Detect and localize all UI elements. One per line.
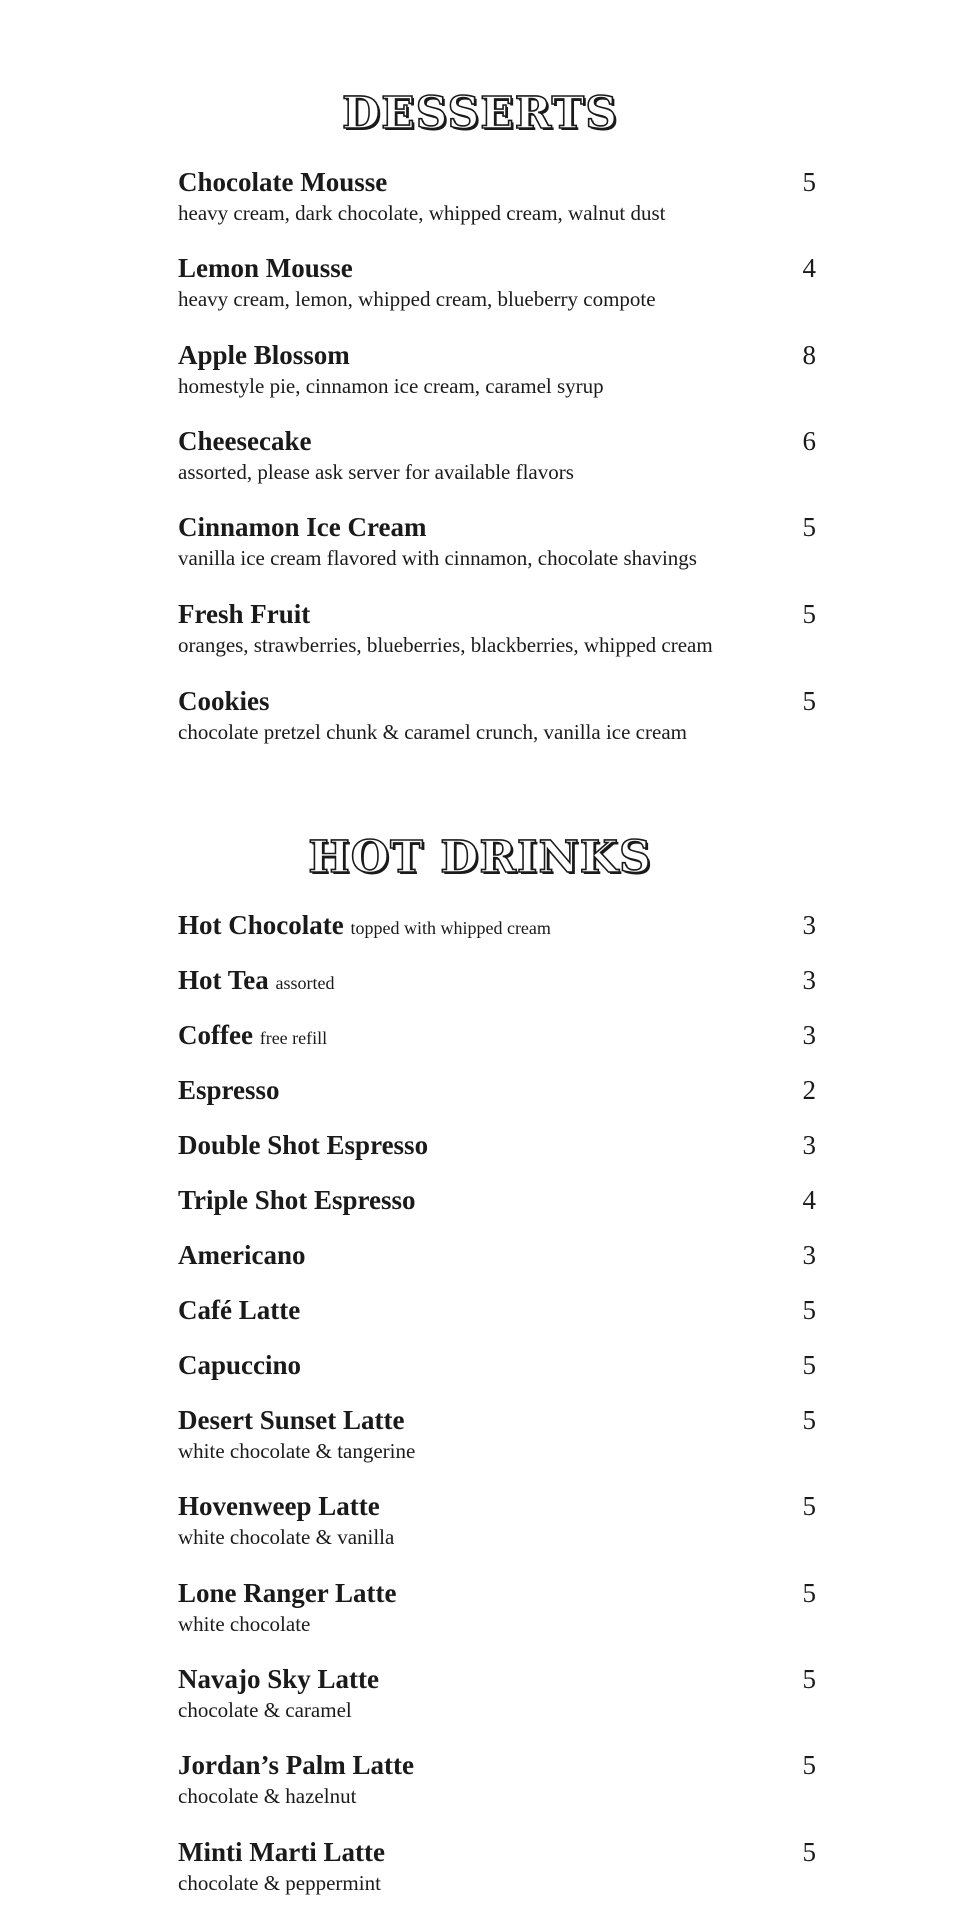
item-price: 3	[802, 910, 816, 940]
menu-item-minti-marti-latte	[178, 1836, 816, 1896]
item-price: 3	[802, 1240, 816, 1270]
item-price: 5	[802, 686, 816, 716]
menu-item-fresh-fruit	[178, 598, 816, 658]
item-price: 5	[802, 512, 816, 542]
item-price: 4	[802, 253, 816, 283]
item-name: Hot Chocolate	[178, 910, 344, 940]
menu-item-cheesecake	[178, 425, 816, 485]
menu-item-hot-chocolate	[178, 909, 816, 944]
item-price: 5	[802, 167, 816, 197]
item-name: Minti Marti Latte	[178, 1837, 385, 1867]
menu-item-hot-tea	[178, 964, 816, 999]
item-name: Cookies	[178, 686, 270, 716]
item-description: oranges, strawberries, blueberries, blackberries, whipped cream	[178, 633, 713, 657]
item-description: heavy cream, lemon, whipped cream, blueberry compote	[178, 287, 656, 311]
item-name: Americano	[178, 1240, 306, 1270]
item-price: 5	[802, 1578, 816, 1608]
item-price: 5	[802, 1491, 816, 1521]
item-name: Chocolate Mousse	[178, 167, 388, 197]
item-note: topped with whipped cream	[350, 918, 551, 938]
item-name: Triple Shot Espresso	[178, 1185, 416, 1215]
item-price: 5	[802, 1837, 816, 1867]
item-name-line	[178, 909, 816, 944]
item-price: 5	[802, 1350, 816, 1380]
menu-item-navajo-sky-latte	[178, 1663, 816, 1723]
item-description: chocolate & caramel	[178, 1698, 352, 1722]
item-description: white chocolate	[178, 1612, 311, 1636]
item-name: Hot Tea	[178, 965, 269, 995]
item-price: 5	[802, 1664, 816, 1694]
item-price: 3	[802, 965, 816, 995]
item-name: Café Latte	[178, 1295, 301, 1325]
item-price: 8	[802, 340, 816, 370]
item-note: free refill	[259, 1028, 328, 1048]
menu-item-cinnamon-ice-cream	[178, 511, 816, 571]
menu-item-triple-shot-espresso	[178, 1184, 816, 1216]
menu-item-cookies	[178, 685, 816, 745]
item-description: white chocolate & vanilla	[178, 1525, 395, 1549]
menu-item-coffee	[178, 1019, 816, 1054]
item-description: homestyle pie, cinnamon ice cream, caramel syrup	[178, 374, 604, 398]
menu-item-desert-sunset-latte	[178, 1404, 816, 1464]
item-name: Cinnamon Ice Cream	[178, 512, 427, 542]
item-note: assorted	[275, 973, 335, 993]
item-description: heavy cream, dark chocolate, whipped cream, walnut dust	[178, 201, 666, 225]
item-price: 3	[802, 1130, 816, 1160]
item-name: Fresh Fruit	[178, 599, 311, 629]
item-price: 2	[802, 1075, 816, 1105]
item-price: 4	[802, 1185, 816, 1215]
menu-item-lemon-mousse	[178, 252, 816, 312]
menu-item-apple-blossom	[178, 339, 816, 399]
item-description: white chocolate & tangerine	[178, 1439, 416, 1463]
menu-item-espresso	[178, 1074, 816, 1106]
menu-item-cafe-latte	[178, 1294, 816, 1326]
item-name: Jordan’s Palm Latte	[178, 1750, 414, 1780]
item-name: Desert Sunset Latte	[178, 1405, 405, 1435]
item-name: Cheesecake	[178, 426, 312, 456]
item-price: 6	[802, 426, 816, 456]
item-name: Double Shot Espresso	[178, 1130, 429, 1160]
item-price: 5	[802, 1750, 816, 1780]
item-description: chocolate & peppermint	[178, 1871, 381, 1895]
item-name: Coffee	[178, 1020, 253, 1050]
item-name: Lone Ranger Latte	[178, 1578, 397, 1608]
menu-item-lone-ranger-latte	[178, 1577, 816, 1637]
menu-item-double-shot-espresso	[178, 1129, 816, 1161]
item-name: Lemon Mousse	[178, 253, 353, 283]
item-name: Capuccino	[178, 1350, 302, 1380]
menu-item-chocolate-mousse	[178, 166, 816, 226]
item-price: 5	[802, 1405, 816, 1435]
item-price: 3	[802, 1020, 816, 1050]
item-name-line	[178, 1019, 816, 1054]
menu-item-americano	[178, 1239, 816, 1271]
item-price: 5	[802, 1295, 816, 1325]
item-name: Espresso	[178, 1075, 280, 1105]
item-description: vanilla ice cream flavored with cinnamon, chocolate shavings	[178, 546, 697, 570]
menu-item-jordans-palm-latte	[178, 1749, 816, 1809]
hot-drinks-title: HOT DRINKS	[308, 832, 652, 883]
menu-item-capuccino	[178, 1349, 816, 1381]
menu-item-hovenweep-latte	[178, 1490, 816, 1550]
item-price: 5	[802, 599, 816, 629]
item-description: chocolate & hazelnut	[178, 1784, 357, 1808]
item-name: Navajo Sky Latte	[178, 1664, 379, 1694]
item-description: assorted, please ask server for available flavors	[178, 460, 574, 484]
item-description: chocolate pretzel chunk & caramel crunch, vanilla ice cream	[178, 720, 687, 744]
item-name: Apple Blossom	[178, 340, 350, 370]
item-name: Hovenweep Latte	[178, 1491, 380, 1521]
desserts-title: DESSERTS	[341, 88, 619, 139]
item-name-line	[178, 964, 816, 999]
